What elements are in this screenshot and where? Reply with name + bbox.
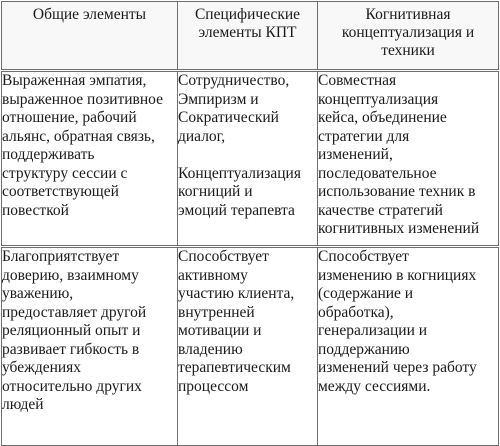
table-header-row (2, 2, 499, 71)
header-cbt-specific-elements-label: Специфические элементы КПТ (194, 6, 301, 41)
header-common-elements (2, 2, 178, 71)
table-row (2, 247, 499, 446)
table-cell: Выраженная эмпатия, выраженное позитивное отношение, рабочий альянс, обратная связь, поддерживать структуру сессии с соответствующей повесткой (2, 71, 178, 247)
table-cell: Сотрудничество, Эмпиризм и Сократический диалог, Концептуализация когниций и эмоций терапевта (178, 71, 318, 247)
header-common-elements-label: Общие элементы (32, 6, 147, 23)
table-cell: Благоприятствует доверию, взаимному уважению, предоставляет другой реляционный опыт и развивает гибкость в убеждениях относительно других людей (2, 247, 178, 446)
header-cognitive-conceptualization-label: Когнитивная концептуализация и техники (341, 6, 475, 59)
table-row (2, 71, 499, 247)
comparison-table (1, 1, 499, 446)
header-cognitive-conceptualization (318, 2, 499, 71)
header-cbt-specific-elements (178, 2, 318, 71)
table-cell: Способствует активному участию клиента, внутренней мотивации и владению терапевтическим процессом (178, 247, 318, 446)
table-cell: Совместная концептуализация кейса, объединение стратегии для изменений, последовательное использование техник в качестве стратегий когнитивных изменений (318, 71, 499, 247)
table-cell: Способствует изменению в когнициях (содержание и обработка), генерализации и поддержанию изменений через работу между сессиями. (318, 247, 499, 446)
